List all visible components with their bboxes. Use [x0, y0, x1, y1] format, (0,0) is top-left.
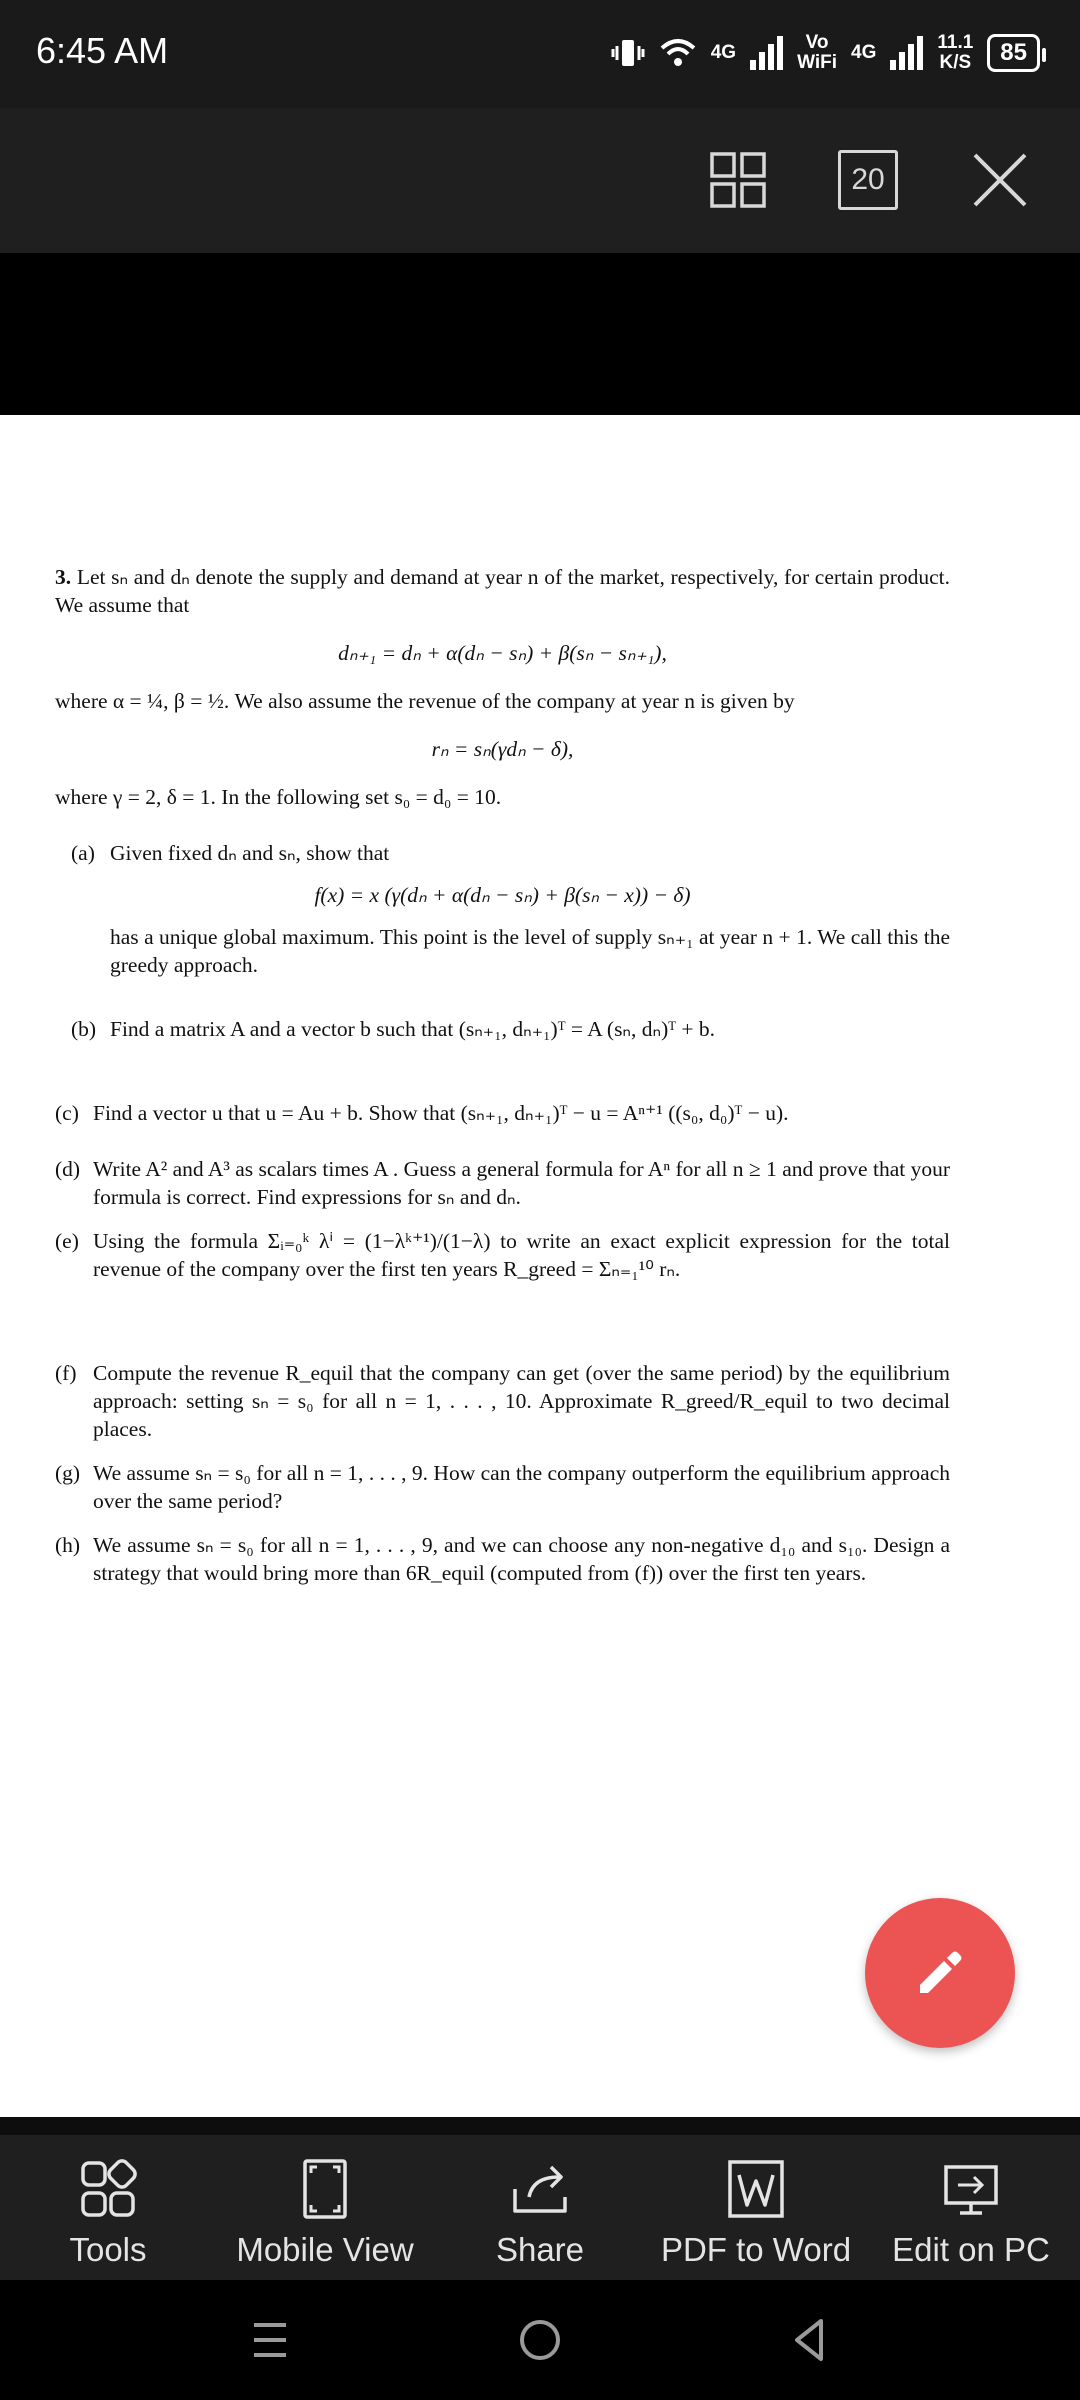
network-type-label: 4G — [710, 42, 737, 63]
edit-on-pc-label: Edit on PC — [892, 2231, 1050, 2268]
part-text: Compute the revenue R_equil that the company can get (over the same period) by the equilibrium approach: setting sₙ = s₀ for all n = 1, . . . , 10. Approximate R_greed/R_equil to two decimal places. — [93, 1361, 950, 1441]
part-b — [55, 1015, 950, 1043]
back-icon — [785, 2315, 835, 2365]
network-signal-1 — [711, 43, 736, 63]
home-icon — [515, 2315, 565, 2365]
part-label: (d) — [55, 1157, 81, 1181]
part-text: Using the formula Σᵢ₌₀ᵏ λⁱ = (1−λᵏ⁺¹)/(1−λ) to write an exact explicit expression for the total revenue of the company over the first ten years R_greed = Σₙ₌₁¹⁰ rₙ. — [93, 1229, 950, 1281]
equation-demand: dₙ₊₁ = dₙ + α(dₙ − sₙ) + β(sₙ − sₙ₊₁), — [338, 641, 667, 665]
signal-bars-icon — [750, 36, 783, 70]
network-type-label-2: 4G — [851, 42, 877, 63]
problem-intro — [55, 563, 950, 619]
part-h — [55, 1531, 950, 1587]
document-content — [55, 563, 950, 1587]
word-icon — [725, 2159, 787, 2219]
speed-unit: K/S — [939, 52, 972, 73]
part-text: Write A² and A³ as scalars times A . Guess a general formula for Aⁿ for all n ≥ 1 and prove that your formula is correct. Find expressions for sₙ and dₙ. — [93, 1157, 950, 1209]
battery-indicator — [987, 34, 1040, 72]
part-text: Given fixed dₙ and sₙ, show that — [110, 841, 390, 865]
edit-on-pc-button[interactable] — [886, 2159, 1056, 2289]
tools-button[interactable] — [46, 2159, 170, 2289]
top-toolbar — [0, 108, 1080, 253]
signal-bars-icon-2 — [890, 36, 923, 70]
status-bar — [0, 0, 1080, 108]
equation-f: f(x) = x (γ(dₙ + α(dₙ − sₙ) + β(sₙ − x)) − δ) — [314, 883, 691, 907]
vowifi-indicator — [797, 33, 837, 73]
close-icon — [970, 150, 1030, 210]
part-label: (c) — [55, 1101, 79, 1125]
problem-number: 3. — [55, 565, 72, 589]
navigation-bar — [0, 2280, 1080, 2400]
recents-icon — [248, 2315, 292, 2365]
part-label: (a) — [71, 841, 95, 865]
pdf-to-word-label: PDF to Word — [660, 2231, 852, 2268]
battery-level: 85 — [1000, 39, 1027, 66]
vo-label: Vo — [805, 32, 829, 53]
equation-revenue: rₙ = sₙ(γdₙ − δ), — [431, 737, 574, 761]
part-f — [55, 1359, 950, 1443]
mobile-view-icon — [294, 2159, 356, 2219]
mobile-view-button[interactable] — [222, 2159, 428, 2289]
speed-value: 11.1 — [937, 32, 974, 53]
share-label: Share — [495, 2231, 585, 2268]
part-text: has a unique global maximum. This point is the level of supply sₙ₊₁ at year n + 1. We call this the greedy approach. — [110, 925, 950, 977]
status-icons — [611, 28, 1040, 78]
edit-fab-button[interactable] — [865, 1898, 1015, 2048]
tools-icon — [77, 2159, 139, 2219]
where-alpha-beta: where α = ¼, β = ½. We also assume the revenue of the company at year n is given by — [55, 689, 795, 713]
part-label: (g) — [55, 1461, 81, 1485]
part-e — [55, 1227, 950, 1283]
part-text: We assume sₙ = s₀ for all n = 1, . . . , 9, and we can choose any non-negative d₁₀ and s₁₀. Design a strategy that would bring more than 6R_equil (computed from (f)) over the first ten years. — [93, 1533, 950, 1585]
part-label: (h) — [55, 1533, 81, 1557]
part-d — [55, 1155, 950, 1211]
back-button[interactable] — [778, 2308, 842, 2372]
where-gamma-delta: where γ = 2, δ = 1. In the following set s₀ = d₀ = 10. — [55, 785, 502, 809]
document-page[interactable] — [0, 415, 1080, 2117]
part-g — [55, 1459, 950, 1515]
part-a — [55, 839, 950, 867]
status-time: 6:45 AM — [36, 30, 169, 71]
mobile-view-label: Mobile View — [236, 2231, 414, 2268]
part-text: We assume sₙ = s₀ for all n = 1, . . . , 9. How can the company outperform the equilibrium approach over the same period? — [93, 1461, 950, 1513]
tools-label: Tools — [69, 2231, 147, 2268]
part-label: (b) — [71, 1017, 97, 1041]
wifi-label: WiFi — [797, 52, 837, 73]
wifi-icon — [659, 36, 697, 70]
intro-text: Let sₙ and dₙ denote the supply and demand at year n of the market, respectively, for certain product. We assume that — [55, 565, 950, 617]
part-label: (f) — [55, 1361, 77, 1385]
grid-icon — [708, 150, 768, 210]
page-margin-band — [0, 253, 1080, 415]
part-label: (e) — [55, 1229, 79, 1253]
part-a-continued — [55, 923, 950, 979]
part-text: Find a vector u that u = Au + b. Show that (sₙ₊₁, dₙ₊₁)ᵀ − u = Aⁿ⁺¹ ((s₀, d₀)ᵀ − u). — [93, 1101, 789, 1125]
grid-view-button[interactable] — [706, 148, 770, 212]
page-count: 20 — [851, 163, 885, 196]
share-icon — [509, 2159, 571, 2219]
pdf-to-word-button[interactable] — [656, 2159, 856, 2289]
close-button[interactable] — [968, 148, 1032, 212]
page-count-button[interactable] — [838, 150, 898, 210]
bottom-toolbar — [0, 2117, 1080, 2280]
data-speed — [937, 33, 973, 73]
home-button[interactable] — [508, 2308, 572, 2372]
recents-button[interactable] — [238, 2308, 302, 2372]
share-button[interactable] — [486, 2159, 594, 2289]
part-text: Find a matrix A and a vector b such that (sₙ₊₁, dₙ₊₁)ᵀ = A (sₙ, dₙ)ᵀ + b. — [110, 1017, 716, 1041]
pencil-icon — [912, 1945, 968, 2001]
network-signal-2 — [851, 43, 876, 63]
vibrate-icon — [611, 36, 645, 70]
part-c — [55, 1099, 950, 1127]
monitor-icon — [940, 2159, 1002, 2219]
